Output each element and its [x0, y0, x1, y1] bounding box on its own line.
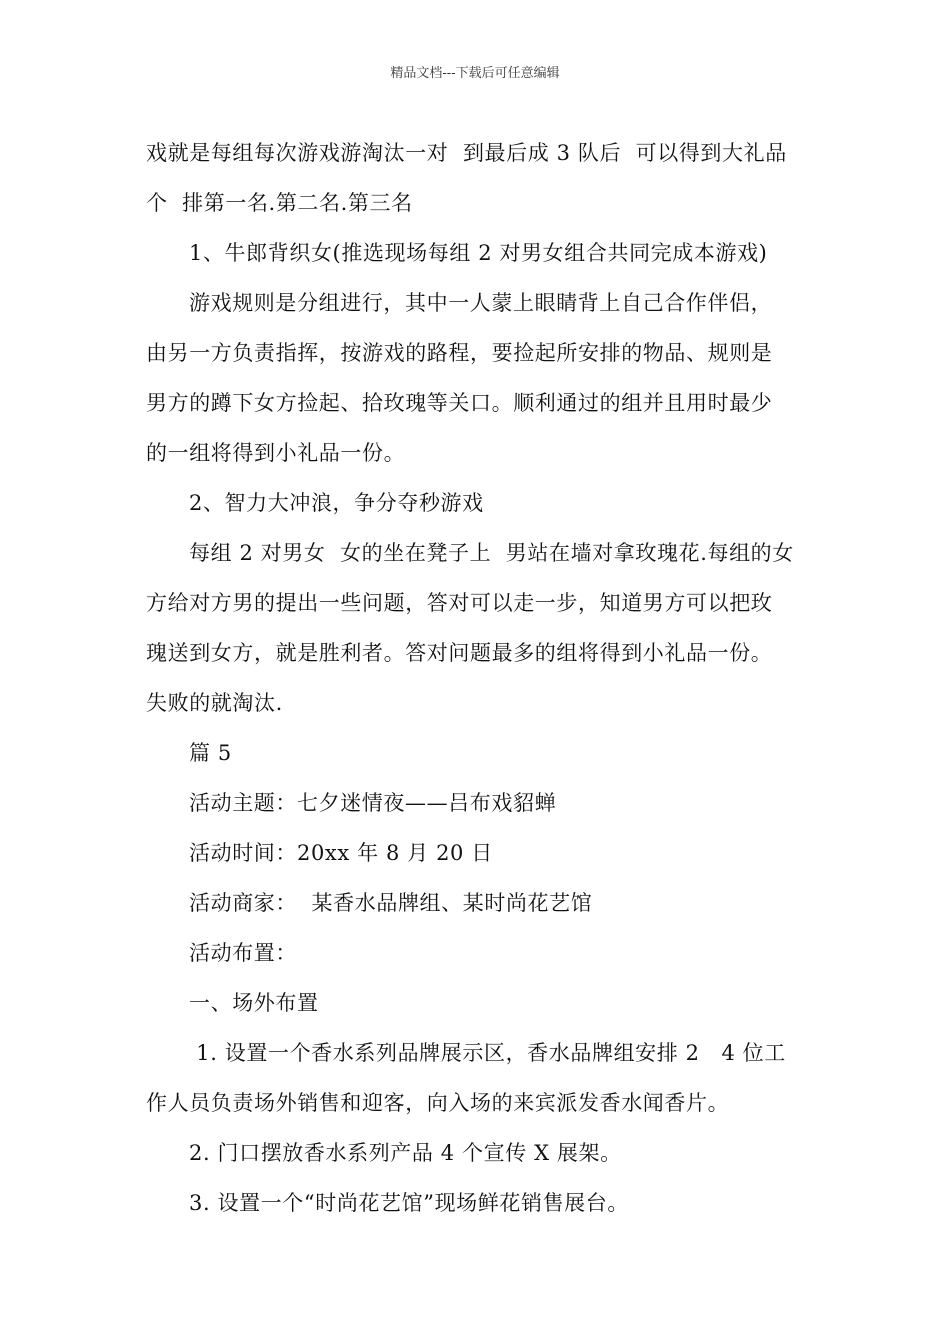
body-line: 方给对方男的提出一些问题，答对可以走一步，知道男方可以把玫	[146, 591, 773, 615]
body-line: 作人员负责场外销售和迎客，向入场的来宾派发香水闻香片。	[146, 1091, 730, 1115]
body-line: 瑰送到女方，就是胜利者。答对问题最多的组将得到小礼品一份。	[146, 641, 773, 665]
activity-time: 活动时间：20xx 年 8 月 20 日	[189, 841, 493, 865]
section-heading: 一、场外布置	[189, 991, 319, 1015]
body-line: 失败的就淘汰.	[146, 691, 283, 715]
body-line: 男方的蹲下女方捡起、拾玫瑰等关口。顺利通过的组并且用时最少	[146, 391, 773, 415]
body-line: 个 排第一名.第二名.第三名	[146, 191, 413, 215]
body-line: 戏就是每组每次游戏游淘汰一对 到最后成 3 队后 可以得到大礼品	[146, 141, 787, 165]
body-line: 的一组将得到小礼品一份。	[146, 441, 406, 465]
activity-layout-heading: 活动布置：	[189, 941, 297, 965]
body-line: 游戏规则是分组进行，其中一人蒙上眼睛背上自己合作伴侣，	[189, 291, 773, 315]
page-header: 精品文档---下载后可任意编辑	[390, 66, 560, 81]
section-heading: 1、牛郎背织女(推选现场每组 2 对男女组合共同完成本游戏)	[189, 241, 768, 265]
document-body	[146, 128, 810, 1228]
body-line: 每组 2 对男女 女的坐在凳子上 男站在墙对拿玫瑰花.每组的女	[189, 541, 794, 565]
activity-theme: 活动主题：七夕迷情夜——吕布戏貂蝉	[189, 791, 557, 815]
body-line: 由另一方负责指挥，按游戏的路程，要捡起所安排的物品、规则是	[146, 341, 773, 365]
list-item: 3. 设置一个“时尚花艺馆”现场鲜花销售展台。	[189, 1191, 629, 1215]
section-heading: 2、智力大冲浪，争分夺秒游戏	[189, 491, 484, 515]
section-title: 篇 5	[189, 741, 232, 765]
activity-merchants: 活动商家： 某香水品牌组、某时尚花艺馆	[189, 891, 593, 915]
list-item: 2. 门口摆放香水系列产品 4 个宣传 X 展架。	[189, 1141, 622, 1165]
list-item: 1. 设置一个香水系列品牌展示区，香水品牌组安排 2 4 位工	[189, 1041, 786, 1065]
